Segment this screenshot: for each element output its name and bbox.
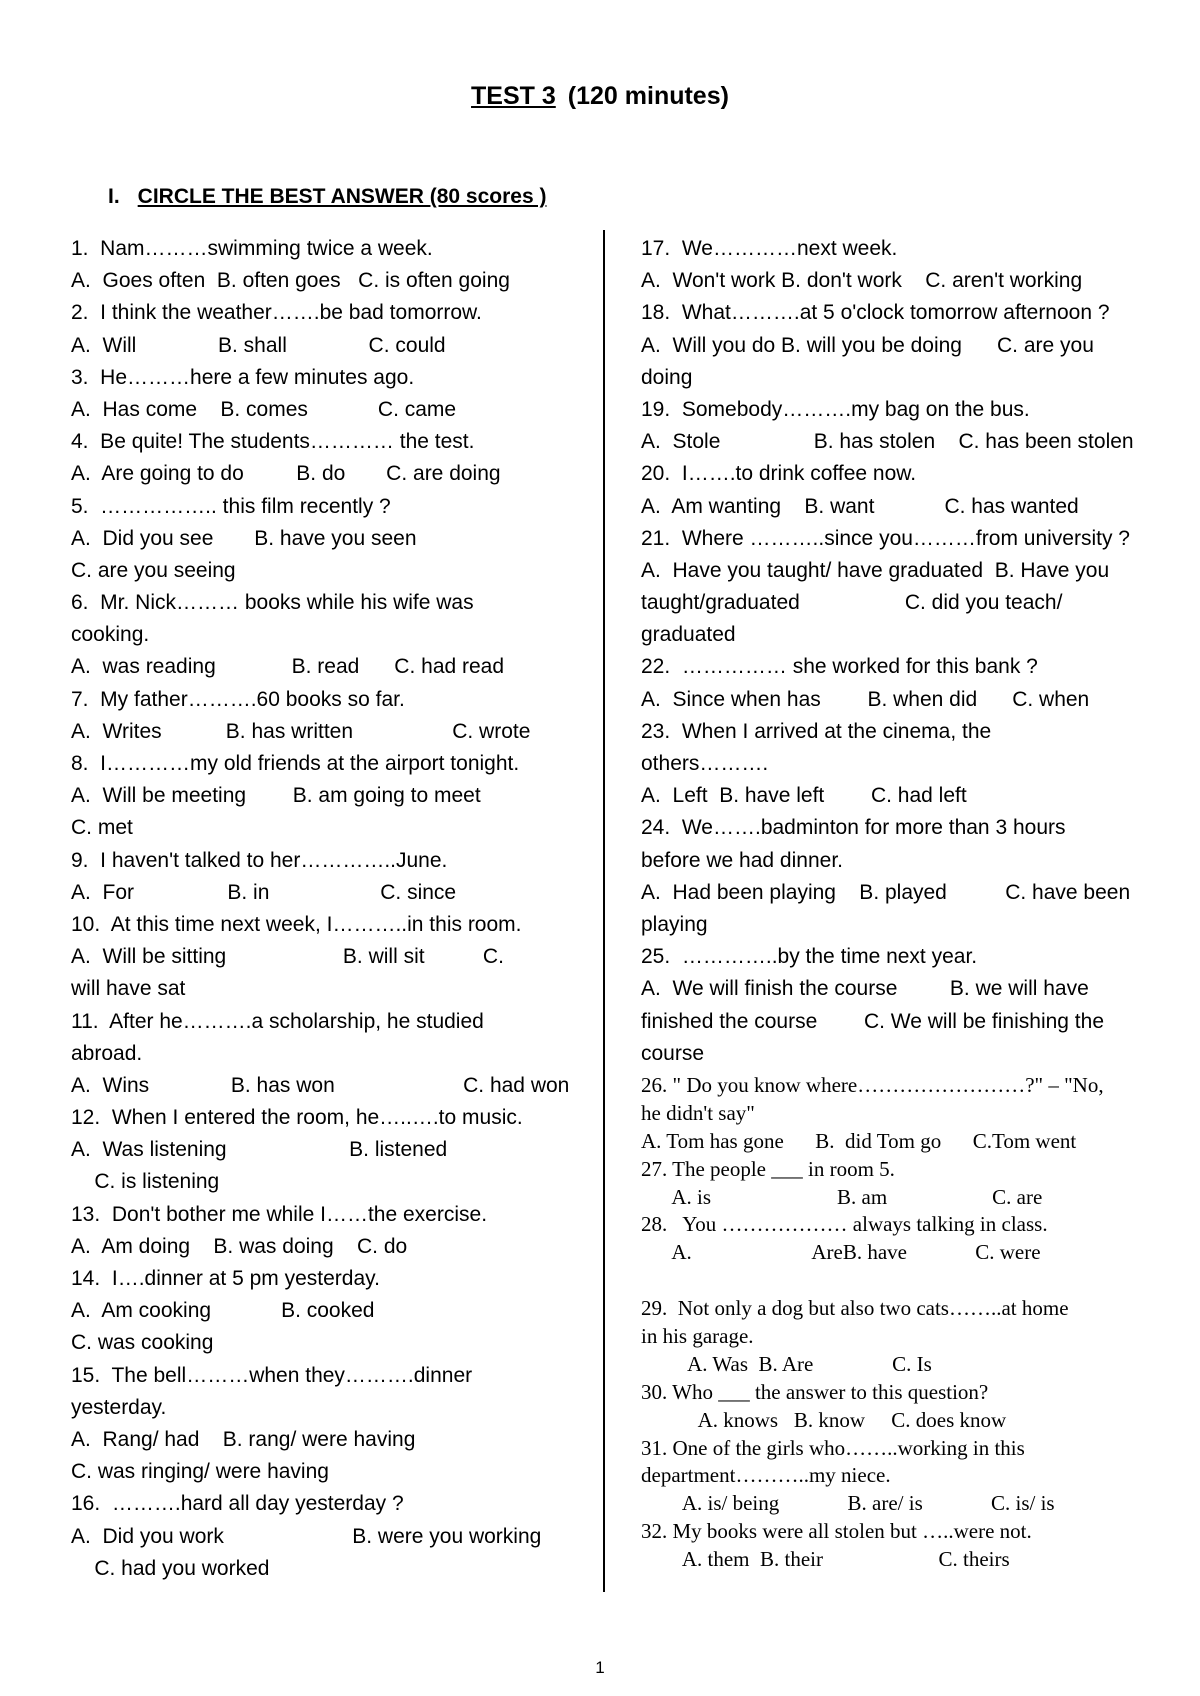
question-line: A. them B. their C. theirs xyxy=(641,1547,1010,1572)
question-line: A. Was B. Are C. Is xyxy=(641,1351,932,1376)
question-line: 28. You ……………… always talking in class. xyxy=(641,1212,1048,1237)
question-line: A. Was listening B. listened xyxy=(71,1138,448,1162)
right-question-column-bottom xyxy=(641,1072,1141,1574)
question-line: 2. I think the weather…….be bad tomorrow. xyxy=(71,301,482,325)
question-line: A. was reading B. read C. had read xyxy=(71,655,505,679)
question-line: 19. Somebody……….my bag on the bus. xyxy=(641,397,1030,421)
question-line: 10. At this time next week, I………..in this room. xyxy=(71,912,522,936)
question-line: 13. Don't bother me while I……the exercise. xyxy=(71,1202,488,1226)
question-line: A. Rang/ had B. rang/ were having xyxy=(71,1427,416,1451)
question-line: A. Am wanting B. want C. has wanted xyxy=(641,494,1079,518)
question-line: C. was ringing/ were having xyxy=(71,1460,329,1484)
question-line: cooking. xyxy=(71,623,150,647)
question-line: 26. " Do you know where……………………?" – "No, xyxy=(641,1073,1104,1097)
question-line: 3. He………here a few minutes ago. xyxy=(71,365,415,389)
question-line: he didn't say" xyxy=(641,1100,755,1125)
question-line: 23. When I arrived at the cinema, the xyxy=(641,719,992,743)
question-line: 20. I…….to drink coffee now. xyxy=(641,462,917,486)
question-line: before we had dinner. xyxy=(641,848,843,872)
page-number: 1 xyxy=(595,1658,605,1677)
question-line: yesterday. xyxy=(71,1395,167,1419)
question-line: A. Are going to do B. do C. are doing xyxy=(71,462,501,486)
question-line: C. are you seeing xyxy=(71,558,236,582)
test-duration: (120 minutes) xyxy=(567,82,729,110)
question-line: A. Writes B. has written C. wrote xyxy=(71,719,531,743)
question-line: 31. One of the girls who……..working in this xyxy=(641,1435,1025,1460)
question-line: A. Has come B. comes C. came xyxy=(71,397,457,421)
question-line: will have sat xyxy=(71,977,186,1001)
question-line: taught/graduated C. did you teach/ xyxy=(641,591,1063,615)
question-line: 24. We…….badminton for more than 3 hours xyxy=(641,816,1066,840)
question-line: A. Did you see B. have you seen xyxy=(71,526,417,550)
question-line: others………. xyxy=(641,752,769,775)
question-line: A. Did you work B. were you working xyxy=(71,1524,542,1548)
question-line: doing xyxy=(641,365,693,389)
question-line: A. knows B. know C. does know xyxy=(641,1407,1007,1432)
question-line: 6. Mr. Nick……… books while his wife was xyxy=(71,591,474,615)
question-line: finished the course C. We will be finishing the xyxy=(641,1009,1105,1033)
question-line: A. is B. am C. are xyxy=(641,1184,1043,1209)
question-line: A. For B. in C. since xyxy=(71,880,457,904)
question-line: C. had you worked xyxy=(71,1556,270,1580)
test-title: TEST 3 xyxy=(471,82,556,110)
question-line xyxy=(641,1267,1141,1295)
question-line: A. Am doing B. was doing C. do xyxy=(71,1234,408,1258)
question-line: A. Since when has B. when did C. when xyxy=(641,687,1090,711)
question-line: A. Won't work B. don't work C. aren't working xyxy=(641,269,1083,293)
section-label: CIRCLE THE BEST ANSWER (80 scores ) xyxy=(137,185,547,208)
question-line: A. Will you do B. will you be doing C. are you xyxy=(641,333,1094,357)
question-line: A. Goes often B. often goes C. is often going xyxy=(71,269,510,293)
question-line: 16. ……….hard all day yesterday ? xyxy=(71,1492,404,1516)
question-line: A. Stole B. has stolen C. has been stolen xyxy=(641,430,1134,454)
question-line: 27. The people ___ in room 5. xyxy=(641,1156,895,1181)
question-line: A. Tom has gone B. did Tom go C.Tom went xyxy=(641,1128,1077,1153)
question-line: C. was cooking xyxy=(71,1331,214,1355)
question-line: 32. My books were all stolen but …..were not. xyxy=(641,1519,1032,1544)
question-line: 9. I haven't talked to her…………..June. xyxy=(71,848,448,872)
question-line: A. Left B. have left C. had left xyxy=(641,784,967,808)
question-line: 18. What……….at 5 o'clock tomorrow afternoon ? xyxy=(641,301,1110,325)
question-line: 12. When I entered the room, he…..….to music. xyxy=(71,1106,523,1130)
question-line: 7. My father……….60 books so far. xyxy=(71,687,405,711)
question-line: 11. After he……….a scholarship, he studied xyxy=(71,1009,484,1033)
question-line: 1. Nam………swimming twice a week. xyxy=(71,237,433,260)
question-line: abroad. xyxy=(71,1041,143,1065)
question-line: A. Will be sitting B. will sit C. xyxy=(71,945,504,969)
question-line: playing xyxy=(641,912,708,936)
section-heading xyxy=(108,185,546,209)
question-line: 30. Who ___ the answer to this question? xyxy=(641,1379,989,1404)
page-title xyxy=(0,82,1200,111)
question-line: A. Have you taught/ have graduated B. Have you xyxy=(641,558,1110,582)
question-line: A. Am cooking B. cooked xyxy=(71,1299,375,1323)
column-divider xyxy=(603,230,605,1592)
question-line: C. is listening xyxy=(71,1170,220,1194)
question-line: 14. I….dinner at 5 pm yesterday. xyxy=(71,1267,380,1290)
question-line: department………..my niece. xyxy=(641,1463,891,1488)
question-line: 4. Be quite! The students………… the test. xyxy=(71,430,475,454)
question-line: graduated xyxy=(641,623,736,647)
question-line: 17. We…………next week. xyxy=(641,237,898,260)
question-line: 21. Where ………..since you………from university ? xyxy=(641,526,1130,550)
question-line: in his garage. xyxy=(641,1324,754,1349)
question-line: A. Will B. shall C. could xyxy=(71,333,446,357)
question-line: A. Wins B. has won C. had won xyxy=(71,1073,570,1097)
question-line: 15. The bell………when they……….dinner xyxy=(71,1363,473,1387)
question-line: A. AreB. have C. were xyxy=(641,1240,1041,1265)
question-line: A. Had been playing B. played C. have been xyxy=(641,880,1131,904)
question-line: 25. …………..by the time next year. xyxy=(641,945,978,969)
question-line: 22. …………… she worked for this bank ? xyxy=(641,655,1038,679)
right-question-column-top xyxy=(641,233,1141,1070)
question-line: 8. I…………my old friends at the airport tonight. xyxy=(71,752,520,775)
question-line: A. is/ being B. are/ is C. is/ is xyxy=(641,1491,1055,1516)
left-question-column xyxy=(71,233,571,1585)
section-number: I. xyxy=(108,185,120,208)
question-line: A. Will be meeting B. am going to meet xyxy=(71,784,481,808)
question-line: C. met xyxy=(71,816,133,840)
question-line: A. We will finish the course B. we will have xyxy=(641,977,1089,1001)
question-line: 29. Not only a dog but also two cats……..at home xyxy=(641,1296,1069,1321)
question-line: course xyxy=(641,1041,705,1065)
question-line: 5. …………….. this film recently ? xyxy=(71,494,391,518)
